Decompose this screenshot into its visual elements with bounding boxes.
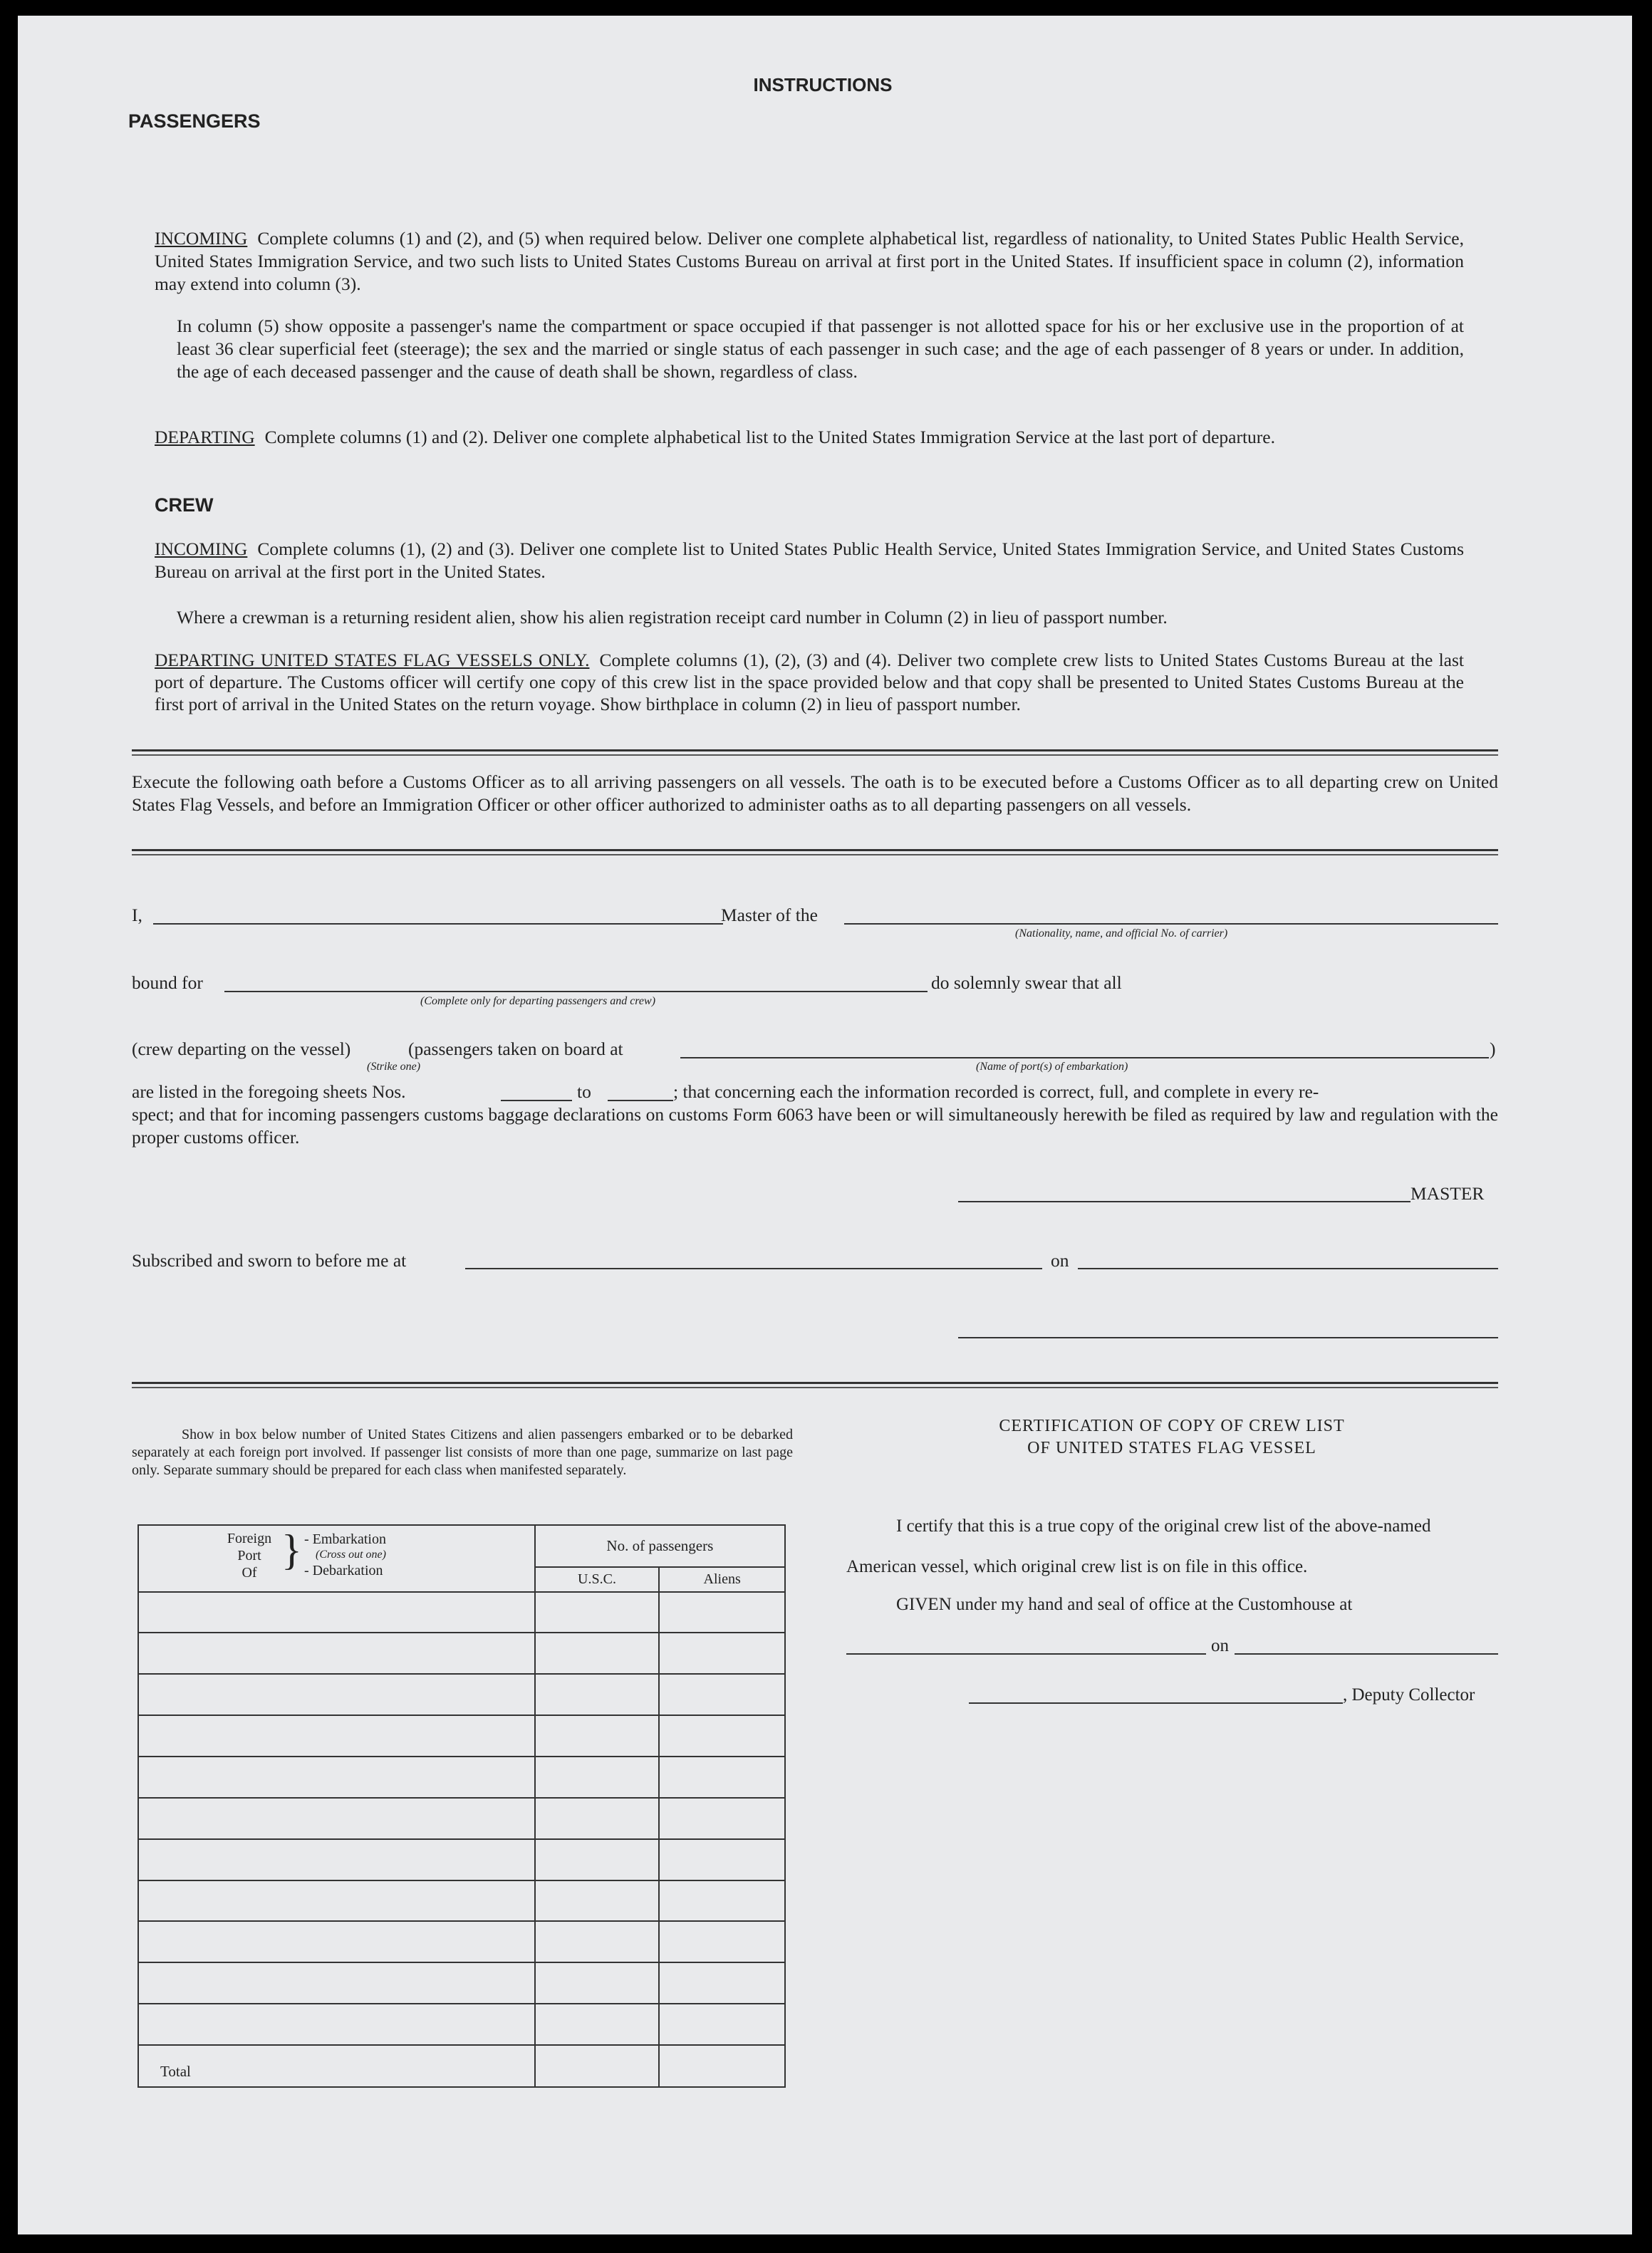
port-header-cell: Foreign Port Of } - Embarkation (Cross out one) - Debarkation [138, 1525, 535, 1592]
bound-for-line[interactable] [224, 991, 928, 992]
summary-instructions: Show in box below number of United States Citizens and alien passengers embarked or to be debarked separately at each foreign port involved. If passenger list consists of more than one page, summarize on last page only. Separate summary should be prepared for each class when manifested separately. [132, 1427, 793, 1478]
port-cell[interactable] [138, 1921, 535, 1962]
passengers-incoming-text: Complete columns (1) and (2), and (5) when required below. Deliver one complete alphabetical list, regardless of nationality, to United States Public Health Service, United States Immigration Service, and two such lists to United States Customs Bureau on arrival at first port in the United States. If insufficient space in column (2), information may extend into column (3). [155, 228, 1464, 294]
aliens-total-cell[interactable] [659, 2045, 785, 2087]
usc-cell[interactable] [535, 1715, 660, 1757]
deputy-collector-label: , Deputy Collector [1343, 1685, 1475, 1705]
usc-cell[interactable] [535, 1633, 660, 1674]
crew-heading: CREW [155, 494, 214, 516]
port-cell[interactable] [138, 1715, 535, 1757]
page-title: INSTRUCTIONS [753, 74, 893, 95]
master-signature-line[interactable] [958, 1201, 1411, 1202]
aliens-cell[interactable] [659, 1880, 785, 1922]
aliens-cell[interactable] [659, 1962, 785, 2004]
form-page [18, 16, 1632, 2234]
listed-text-b: ; that concerning each the information recorded is correct, full, and complete in every re- [673, 1081, 1319, 1102]
aliens-cell[interactable] [659, 1592, 785, 1633]
usc-cell[interactable] [535, 2004, 660, 2045]
carrier-caption: (Nationality, name, and official No. of carrier) [1015, 927, 1228, 940]
usc-header: U.S.C. [535, 1567, 660, 1592]
solemnly-swear-label: do solemnly swear that all [931, 972, 1122, 993]
crew-departing-label: DEPARTING UNITED STATES FLAG VESSELS ONLY. [155, 650, 590, 670]
master-label: MASTER [1411, 1183, 1485, 1204]
of-label: Of [241, 1565, 257, 1581]
port-cell[interactable] [138, 1757, 535, 1798]
port-cell[interactable] [138, 1674, 535, 1715]
embarkation-label: - Embarkation [304, 1531, 386, 1547]
aliens-cell[interactable] [659, 1715, 785, 1757]
aliens-cell[interactable] [659, 1633, 785, 1674]
aliens-cell[interactable] [659, 1757, 785, 1798]
certification-title-line1: CERTIFICATION OF COPY OF CREW LIST [999, 1417, 1345, 1435]
aliens-cell[interactable] [659, 2004, 785, 2045]
port-cell[interactable] [138, 1633, 535, 1674]
usc-cell[interactable] [535, 1880, 660, 1922]
port-cell[interactable] [138, 1839, 535, 1880]
usc-cell[interactable] [535, 1921, 660, 1962]
ports-caption: (Name of port(s) of embarkation) [976, 1061, 1128, 1073]
sheet-from-line[interactable] [501, 1100, 572, 1101]
passengers-departing-label: DEPARTING [155, 427, 255, 447]
port-cell[interactable] [138, 1798, 535, 1839]
usc-cell[interactable] [535, 1674, 660, 1715]
crew-departing-paragraph [155, 649, 1464, 715]
customhouse-line[interactable] [846, 1653, 1206, 1655]
oath-i-label: I, [132, 905, 142, 925]
usc-cell[interactable] [535, 1962, 660, 2004]
passengers-incoming-label: INCOMING [155, 228, 248, 249]
passengers-departing-text: Complete columns (1) and (2). Deliver one complete alphabetical list to the United States Immigration Service at the last port of departure. [264, 427, 1275, 447]
certification-title-line2: OF UNITED STATES FLAG VESSEL [1027, 1439, 1316, 1457]
port-cell[interactable] [138, 1592, 535, 1633]
resident-alien-paragraph: Where a crewman is a returning resident alien, show his alien registration receipt card number in Column (2) in lieu of passport number. [177, 607, 1168, 628]
certification-title [873, 1415, 1471, 1459]
passengers-taken-option: (passengers taken on board at [408, 1039, 623, 1059]
usc-cell[interactable] [535, 1798, 660, 1839]
listed-text-a: are listed in the foregoing sheets Nos. [132, 1081, 406, 1102]
aliens-header: Aliens [659, 1567, 785, 1592]
cert-on-label: on [1211, 1636, 1229, 1655]
debarkation-label: - Debarkation [304, 1563, 383, 1578]
carrier-line[interactable] [844, 923, 1498, 925]
certify-line-2: American vessel, which original crew list is on file in this office. [846, 1557, 1308, 1576]
aliens-cell[interactable] [659, 1798, 785, 1839]
listed-line-1 [132, 1081, 406, 1103]
port-cell[interactable] [138, 2004, 535, 2045]
cross-out-caption: (Cross out one) [316, 1549, 386, 1561]
no-of-passengers-header: No. of passengers [535, 1525, 785, 1567]
ports-line[interactable] [680, 1057, 1489, 1058]
section-divider [132, 749, 1498, 756]
crew-incoming-label: INCOMING [155, 538, 248, 559]
subscribed-label: Subscribed and sworn to before me at [132, 1250, 407, 1271]
sworn-place-line[interactable] [465, 1268, 1042, 1269]
aliens-cell[interactable] [659, 1921, 785, 1962]
lower-divider [132, 1382, 1498, 1388]
listed-to-label: to [577, 1081, 591, 1102]
passengers-incoming-paragraph [155, 227, 1464, 296]
sheet-to-line[interactable] [608, 1100, 673, 1101]
master-of-the-label: Master of the [721, 905, 818, 925]
listed-text-c: spect; and that for incoming passengers customs baggage declarations on customs Form 6063 have been or will simultaneously herewith be filed as required by law and regulation with the proper customs officer. [132, 1104, 1498, 1148]
crew-departing-text: Complete columns (1), (2), (3) and (4). Deliver two complete crew lists to United States Customs Bureau at the last port of departure. The Customs officer will certify one copy of this crew list in the space provided below and that copy shall be presented to United States Customs Bureau at the first port of arrival in the United States on the return voyage. Show birthplace in column (2) in lieu of passport number. [155, 650, 1464, 714]
bound-for-caption: (Complete only for departing passengers and crew) [420, 995, 656, 1007]
aliens-cell[interactable] [659, 1839, 785, 1880]
sworn-date-line[interactable] [1078, 1268, 1498, 1269]
port-cell[interactable] [138, 1880, 535, 1922]
bound-for-label: bound for [132, 972, 203, 993]
oath-divider [132, 849, 1498, 855]
usc-cell[interactable] [535, 1592, 660, 1633]
crew-incoming-text: Complete columns (1), (2) and (3). Deliver one complete list to United States Public Health Service, United States Immigration Service, and United States Customs Bureau on arrival at the first port in the United States. [155, 538, 1464, 582]
passengers-heading: PASSENGERS [128, 110, 261, 132]
foreign-port-label: Foreign Port [227, 1531, 272, 1563]
oath-intro: Execute the following oath before a Customs Officer as to all arriving passengers on all vessels. The oath is to be executed before a Customs Officer as to all departing crew on United States Flag Vessels, and before an Immigration Officer or other officer authorized to administer oaths as to all departing passengers on all vessels. [132, 771, 1498, 815]
summary-table [137, 1524, 786, 2088]
sworn-on-label: on [1051, 1250, 1069, 1271]
port-cell[interactable] [138, 1962, 535, 2004]
master-name-line[interactable] [153, 923, 723, 925]
usc-cell[interactable] [535, 1757, 660, 1798]
crew-departing-option: (crew departing on the vessel) [132, 1039, 351, 1059]
deputy-signature-line[interactable] [969, 1702, 1343, 1704]
certify-line-1: I certify that this is a true copy of the original crew list of the above-named [896, 1516, 1431, 1536]
officer-signature-line[interactable] [958, 1337, 1498, 1338]
close-paren: ) [1490, 1039, 1496, 1059]
aliens-cell[interactable] [659, 1674, 785, 1715]
cert-date-line[interactable] [1235, 1653, 1498, 1655]
total-label: Total [138, 2045, 535, 2087]
passengers-departing-paragraph [155, 426, 1464, 449]
given-line: GIVEN under my hand and seal of office at the Customhouse at [896, 1595, 1353, 1614]
usc-total-cell[interactable] [535, 2045, 660, 2087]
strike-caption: (Strike one) [367, 1061, 421, 1073]
usc-cell[interactable] [535, 1839, 660, 1880]
column5-paragraph: In column (5) show opposite a passenger's name the compartment or space occupied if that passenger is not allotted space for his or her exclusive use in the proportion of at least 36 clear superficial feet (steerage); the sex and the married or single status of each passenger in such case; and the age of each passenger of 8 years or under. In addition, the age of each deceased passenger and the cause of death shall be shown, regardless of class. [177, 316, 1464, 382]
crew-incoming-paragraph [155, 538, 1464, 583]
